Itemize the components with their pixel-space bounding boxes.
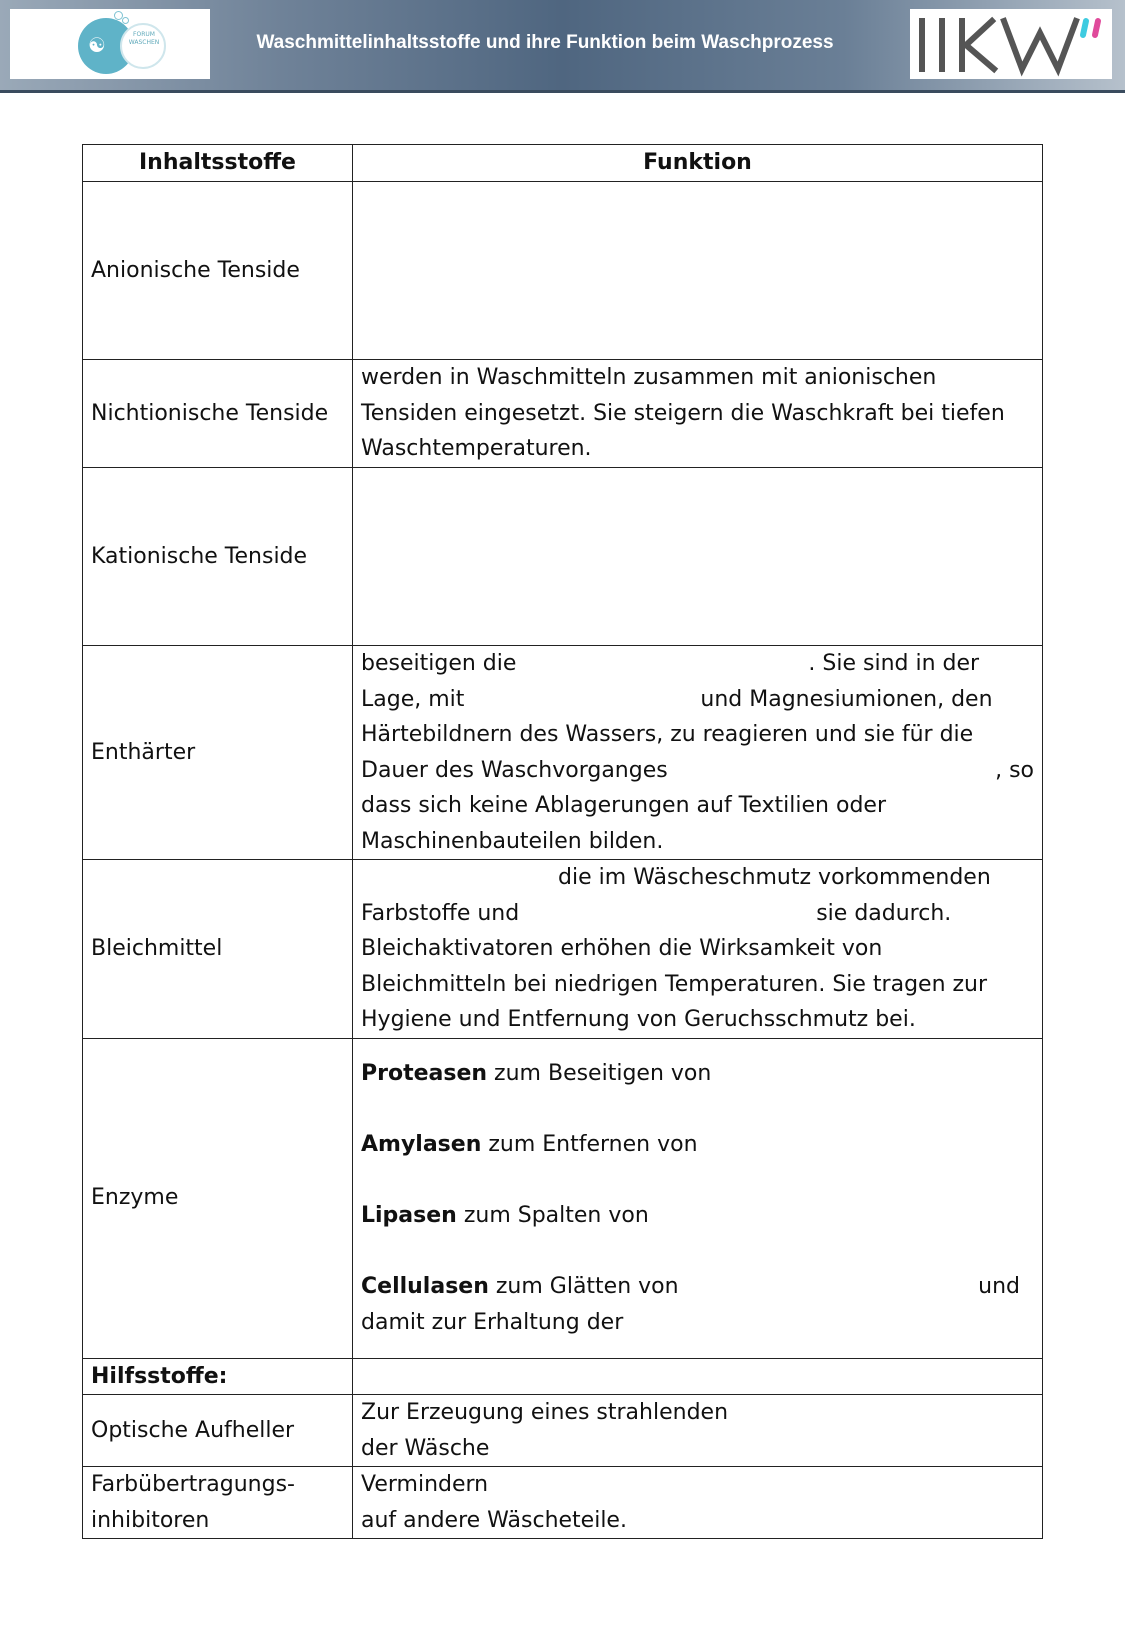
function-text: und bbox=[978, 1274, 1020, 1299]
page-title: Waschmittelinhaltsstoffe und ihre Funktion beim Waschprozess bbox=[256, 32, 834, 53]
table-row bbox=[83, 1395, 1043, 1467]
function-cell bbox=[353, 1038, 1043, 1358]
function-text: zum Glätten von bbox=[488, 1274, 679, 1299]
ingredient-name-cell bbox=[83, 1467, 353, 1539]
table-row bbox=[83, 182, 1043, 360]
function-cell bbox=[353, 468, 1043, 646]
table-row bbox=[83, 1358, 1043, 1395]
function-text: beseitigen die bbox=[361, 651, 517, 676]
function-text: , so bbox=[995, 757, 1034, 783]
function-text: Härtebildnern des Wassers, zu reagieren und sie für die bbox=[361, 722, 974, 747]
table-row bbox=[83, 646, 1043, 860]
function-text: dass sich keine Ablagerungen auf Textilien oder bbox=[361, 793, 886, 818]
header-banner bbox=[0, 0, 1125, 93]
header-funktion: Funktion bbox=[353, 145, 1043, 182]
ingredients-table bbox=[82, 144, 1043, 1539]
function-text: zum Entfernen von bbox=[481, 1132, 698, 1157]
function-text: Farbstoffe und bbox=[361, 900, 520, 926]
function-text: auf andere Wäscheteile. bbox=[361, 1507, 627, 1533]
function-cell bbox=[353, 1395, 1043, 1467]
ingredient-name: Optische Aufheller bbox=[83, 1395, 353, 1467]
ingredient-name: Enthärter bbox=[83, 646, 353, 860]
enzyme-name: Lipasen bbox=[361, 1203, 457, 1228]
ingredient-name: Anionische Tenside bbox=[83, 182, 353, 360]
function-text: zum Spalten von bbox=[456, 1203, 649, 1228]
empty-cell bbox=[353, 1358, 1043, 1395]
section-label: Hilfsstoffe: bbox=[83, 1358, 353, 1395]
header-inhaltsstoffe: Inhaltsstoffe bbox=[83, 145, 353, 182]
ikw-logo-icon bbox=[910, 9, 1112, 79]
table-row bbox=[83, 1467, 1043, 1539]
table-row bbox=[83, 860, 1043, 1039]
function-text: Lage, mit bbox=[361, 686, 465, 712]
forum-waschen-logo bbox=[10, 9, 210, 79]
function-text: damit zur Erhaltung der bbox=[361, 1309, 624, 1335]
function-cell bbox=[353, 860, 1043, 1039]
function-text: zum Beseitigen von bbox=[487, 1061, 712, 1086]
ikw-logo bbox=[910, 9, 1112, 79]
table-row bbox=[83, 468, 1043, 646]
function-text: Vermindern bbox=[361, 1472, 489, 1497]
function-text: Bleichaktivatoren erhöhen die Wirksamkeit von Bleichmitteln bei niedrigen Temperaturen. Sie tragen zur Hygiene und Entfernung von Geruchsschmutz bei. bbox=[361, 936, 988, 1032]
shirt-icon: ☯ bbox=[88, 33, 106, 57]
function-text: der Wäsche bbox=[361, 1435, 490, 1461]
ingredient-name: Kationische Tenside bbox=[83, 468, 353, 646]
enzyme-name: Proteasen bbox=[361, 1061, 488, 1086]
ingredient-name: inhibitoren bbox=[91, 1507, 210, 1533]
table-row bbox=[83, 360, 1043, 468]
logo-left-text: FORUM WASCHEN bbox=[128, 31, 160, 46]
function-cell bbox=[353, 646, 1043, 860]
enzyme-name: Amylasen bbox=[361, 1132, 482, 1157]
function-text: werden in Waschmitteln zusammen mit anionischen Tensiden eingesetzt. Sie steigern die Waschkraft bei tiefen Waschtemperaturen. bbox=[353, 360, 1043, 468]
function-text: Maschinenbauteilen bilden. bbox=[361, 828, 664, 854]
ingredient-name: Nichtionische Tenside bbox=[83, 360, 353, 468]
ingredient-name: Bleichmittel bbox=[83, 860, 353, 1039]
function-cell bbox=[353, 182, 1043, 360]
function-text: Dauer des Waschvorganges bbox=[361, 757, 668, 783]
function-text: die im Wäscheschmutz vorkommenden bbox=[558, 865, 991, 890]
ingredient-name: Farbübertragungs- bbox=[91, 1472, 295, 1497]
function-text: Zur Erzeugung eines strahlenden bbox=[361, 1400, 729, 1425]
function-text: . Sie sind in der bbox=[808, 651, 980, 676]
function-text: sie dadurch. bbox=[816, 900, 952, 926]
function-text: und Magnesiumionen, den bbox=[700, 686, 993, 712]
table-row bbox=[83, 1038, 1043, 1358]
function-cell bbox=[353, 1467, 1043, 1539]
ingredient-name: Enzyme bbox=[83, 1038, 353, 1358]
enzyme-name: Cellulasen bbox=[361, 1274, 489, 1299]
